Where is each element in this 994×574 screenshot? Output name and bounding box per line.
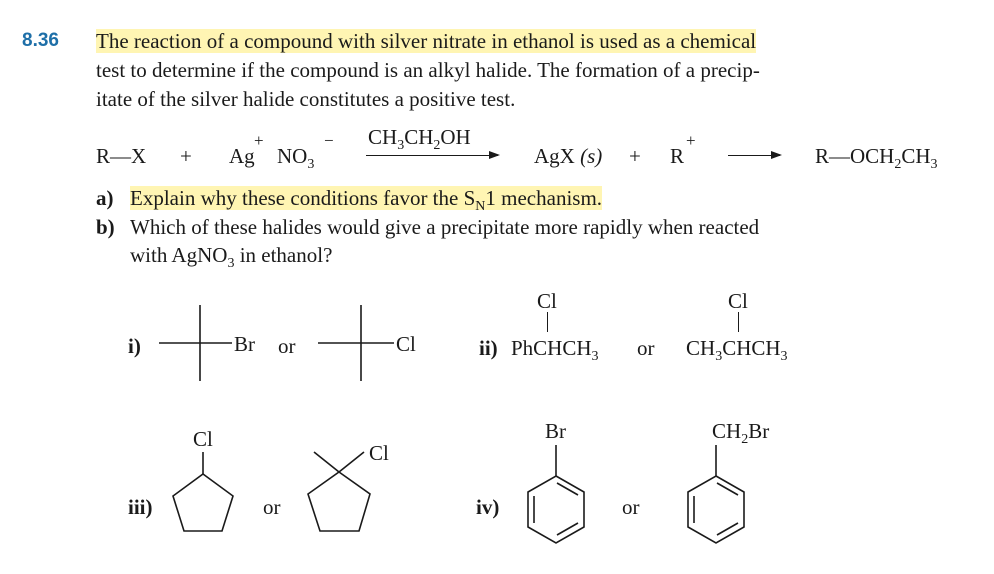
highlighted-intro-line-1: The reaction of a compound with silver nitrate in ethanol is used as a chemical <box>96 29 757 53</box>
cyclopentane-ring <box>308 472 370 531</box>
double-bond <box>717 483 738 495</box>
pair-ii-right-sub-1: 3 <box>715 349 723 365</box>
pair-ii-right-cl: Cl <box>728 289 748 313</box>
nitrate-subscript: 3 <box>307 157 315 173</box>
silver-halide-formula: AgX <box>534 144 575 168</box>
double-bond <box>717 523 738 535</box>
methyl-bond <box>314 452 339 472</box>
silver-symbol: Ag <box>229 144 255 168</box>
pair-ii-left-chain: PhCHCH <box>511 336 592 360</box>
pair-ii-right-ch: CH <box>686 336 716 360</box>
pair-iii-left-cl: Cl <box>193 427 213 451</box>
benzene-ring <box>528 476 584 543</box>
pair-i-or: or <box>278 334 296 358</box>
solvent-oh: OH <box>440 125 471 149</box>
question-b-line-1: Which of these halides would give a precipitate more rapidly when reacted <box>130 215 760 239</box>
question-b-agno: with AgNO <box>130 243 228 267</box>
question-b-subscript: 3 <box>227 256 235 272</box>
solvent-sub-3: 3 <box>397 138 405 154</box>
pair-iv-right-structure <box>688 445 744 543</box>
silver-charge: + <box>254 131 264 150</box>
carbocation-charge: + <box>686 131 696 150</box>
solvent-ch2: CH <box>404 125 434 149</box>
pair-ii-right-sub-2: 3 <box>780 349 788 365</box>
pair-i-left-bromine: Br <box>234 332 255 356</box>
pair-iii-or: or <box>263 495 281 519</box>
nitrate-symbol: NO <box>277 144 308 168</box>
nitrate-charge: − <box>324 131 334 150</box>
question-a-label: a) <box>96 186 114 210</box>
ether-ch: CH <box>901 144 931 168</box>
pair-ii-left-cl: Cl <box>537 289 557 313</box>
carbocation: R <box>670 144 685 168</box>
ether-sub-2: 2 <box>894 157 902 173</box>
pair-iii-right-cl: Cl <box>369 441 389 465</box>
pair-i-right-chlorine: Cl <box>396 332 416 356</box>
pair-iv-left-structure <box>528 445 584 543</box>
pair-ii-or: or <box>637 336 655 360</box>
solvent-sub-2: 2 <box>433 138 441 154</box>
ether-sub-3: 3 <box>930 157 938 173</box>
pair-i-label: i) <box>128 334 141 358</box>
pair-ii-label: ii) <box>479 336 498 360</box>
pair-iii-right-structure <box>308 452 370 531</box>
question-a-part-1: Explain why these conditions favor the S <box>130 186 476 210</box>
plus-sign-2: + <box>629 144 641 168</box>
solvent-ch: CH <box>368 125 398 149</box>
pair-iv-right-sub: 2 <box>741 432 749 448</box>
reactant-alkyl-halide: R—X <box>96 144 147 168</box>
question-b-tail: in ethanol? <box>234 243 333 267</box>
pair-iii-left-structure <box>173 452 233 531</box>
pair-ii-right-chain: CHCH <box>722 336 781 360</box>
cyclopentane-ring <box>173 474 233 531</box>
c-cl-bond <box>339 452 364 472</box>
pair-i-left-structure <box>159 305 232 381</box>
pair-iv-right-ch: CH <box>712 419 742 443</box>
question-a-subscript: N <box>475 199 486 215</box>
pair-ii-left-sub: 3 <box>591 349 599 365</box>
pair-iv-right-br: Br <box>748 419 770 443</box>
problem-number: 8.36 <box>22 30 59 51</box>
ether-r-och: R—OCH <box>815 144 895 168</box>
solid-state: (s) <box>580 144 603 168</box>
pair-iv-label: iv) <box>476 495 500 519</box>
double-bond <box>557 523 578 535</box>
pair-iii-label: iii) <box>128 495 153 519</box>
intro-line-2: test to determine if the compound is an alkyl halide. The formation of a precip- <box>96 58 760 82</box>
pair-iv-or: or <box>622 495 640 519</box>
question-b-label: b) <box>96 215 115 239</box>
plus-sign: + <box>180 144 192 168</box>
intro-line-3: itate of the silver halide constitutes a positive test. <box>96 87 516 111</box>
double-bond <box>557 483 578 495</box>
pair-iv-left-br: Br <box>545 419 566 443</box>
question-a-part-2: 1 mechanism. <box>485 186 603 210</box>
benzene-ring <box>688 476 744 543</box>
pair-i-right-structure <box>318 305 394 381</box>
